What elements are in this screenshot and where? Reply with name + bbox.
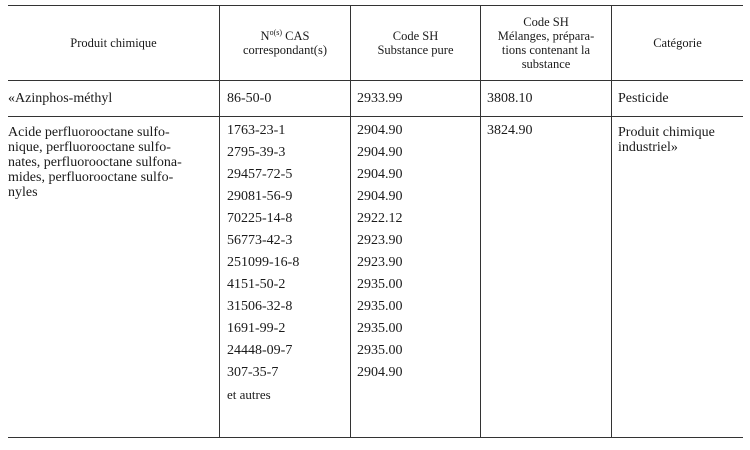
row1-bottom-rule <box>8 116 743 117</box>
table-bottom-rule <box>8 437 743 438</box>
header-sh-mix-line4: substance <box>521 56 571 71</box>
chemical-table <box>8 0 743 450</box>
header-sh-pure-line2: Substance pure <box>377 42 454 57</box>
header-cas-superscript: o(s) <box>269 27 283 37</box>
cas-others: et autres <box>227 387 271 402</box>
sh-code: 2935.00 <box>357 343 403 358</box>
header-category <box>612 5 743 80</box>
row2-product-line: nates, perfluorooctane sulfona- <box>8 155 182 170</box>
sh-code: 2923.90 <box>357 255 403 270</box>
row2-category-line: Produit chimique <box>618 125 715 140</box>
sh-code: 2904.90 <box>357 123 403 138</box>
cas-number: 4151-50-2 <box>227 277 286 292</box>
cas-number: 70225-14-8 <box>227 211 293 226</box>
cas-number: 56773-42-3 <box>227 233 293 248</box>
row2-category-line: industriel» <box>618 140 678 155</box>
row2-product-line: Acide perfluorooctane sulfo- <box>8 125 170 140</box>
header-sh-pure-line1: Code SH <box>392 28 439 43</box>
header-sh-mix-line2: Mélanges, prépara- <box>497 28 595 43</box>
cas-number: 31506-32-8 <box>227 299 293 314</box>
cas-number: 24448-09-7 <box>227 343 293 358</box>
header-sh-mix-line1: Code SH <box>523 14 569 29</box>
header-product <box>8 5 219 80</box>
header-sh-pure <box>351 5 480 80</box>
sh-code: 2904.90 <box>357 189 403 204</box>
row1-product: «Azinphos-méthyl <box>8 91 113 106</box>
cas-number: 1763-23-1 <box>227 123 286 138</box>
row2-product-line: nyles <box>8 185 38 200</box>
row2-product <box>8 125 213 200</box>
cas-number: 29457-72-5 <box>227 167 293 182</box>
cas-number: 307-35-7 <box>227 365 279 380</box>
row2-cas-list <box>227 120 299 406</box>
row1-sh-pure: 2933.99 <box>357 91 403 106</box>
row2-product-line: mides, perfluorooctane sulfo- <box>8 170 174 185</box>
row1-sh-mix: 3808.10 <box>487 91 533 106</box>
sh-code: 2935.00 <box>357 299 403 314</box>
cas-number: 2795-39-3 <box>227 145 286 160</box>
cas-number: 1691-99-2 <box>227 321 286 336</box>
row2-sh-mix: 3824.90 <box>487 123 533 138</box>
sh-code: 2904.90 <box>357 167 403 182</box>
row2-category <box>618 125 740 155</box>
header-sh-mix-line3: tions contenant la <box>501 42 591 57</box>
row1-category: Pesticide <box>618 91 669 106</box>
header-cas-prefix: N <box>260 28 270 43</box>
header-category-label: Catégorie <box>653 35 702 50</box>
row2-sh-pure-list <box>357 120 403 384</box>
row2-product-line: nique, perfluorooctane sulfo- <box>8 140 171 155</box>
sh-code: 2923.90 <box>357 233 403 248</box>
sh-code: 2904.90 <box>357 365 403 380</box>
cas-number: 251099-16-8 <box>227 255 300 270</box>
header-bottom-rule <box>8 80 743 81</box>
header-cas-label: CAS correspondant(s) <box>243 28 327 57</box>
header-sh-mix <box>481 5 611 80</box>
sh-code: 2904.90 <box>357 145 403 160</box>
row1-cas: 86-50-0 <box>227 91 272 106</box>
cas-number: 29081-56-9 <box>227 189 293 204</box>
sh-code: 2935.00 <box>357 277 403 292</box>
header-product-label: Produit chimique <box>70 35 157 50</box>
sh-code: 2935.00 <box>357 321 403 336</box>
header-cas <box>220 5 350 80</box>
sh-code: 2922.12 <box>357 211 403 226</box>
